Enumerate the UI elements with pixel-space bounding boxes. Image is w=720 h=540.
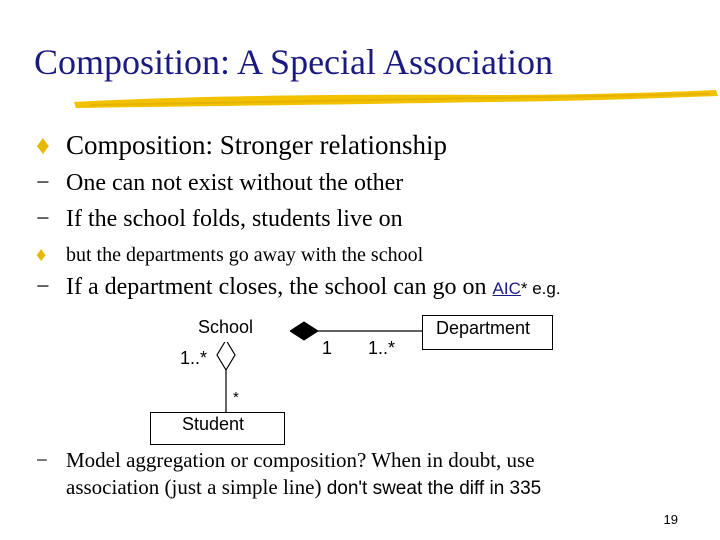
bullet-text-line1: Model aggregation or composition? When in doubt, use [66, 448, 535, 472]
multiplicity-department-side: 1..* [368, 338, 396, 358]
subbullet-model-aggregation [36, 448, 535, 473]
multiplicity-school-student: 1..* [180, 348, 208, 368]
student-label: Student [182, 414, 245, 434]
dash-bullet-icon: − [36, 274, 50, 300]
bullet-text: but the departments go away with the school [66, 244, 424, 266]
bullet-text-line2-serif: association (just a simple line) [66, 475, 322, 499]
diamond-bullet-icon: ♦ [36, 244, 47, 266]
aic-suffix: * e.g. [520, 279, 561, 298]
bullet-text: Composition: Stronger relationship [66, 130, 447, 160]
dash-bullet-icon: − [36, 448, 48, 472]
department-label: Department [436, 318, 531, 338]
aggregation-diamond-icon [217, 340, 235, 370]
page-title: Composition: A Special Association [34, 42, 554, 82]
school-label: School [198, 317, 254, 337]
dash-bullet-icon: − [36, 206, 50, 232]
page-number: 19 [663, 512, 678, 527]
multiplicity-student: * [233, 389, 239, 406]
subbullet-model-aggregation-line2 [66, 475, 541, 500]
multiplicity-school-side: 1 [322, 338, 333, 358]
composition-diamond-icon [290, 322, 318, 340]
bullet-text-line2-sans: don't sweat the diff in 335 [326, 478, 542, 499]
bullet-text: If a department closes, the school can go on [66, 274, 487, 300]
diamond-bullet-icon: ♦ [36, 130, 50, 160]
aic-link[interactable]: AIC [492, 279, 521, 298]
bullet-text: One can not exist without the other [66, 170, 404, 196]
bullet-text: If the school folds, students live on [66, 206, 403, 232]
dash-bullet-icon: − [36, 170, 50, 196]
